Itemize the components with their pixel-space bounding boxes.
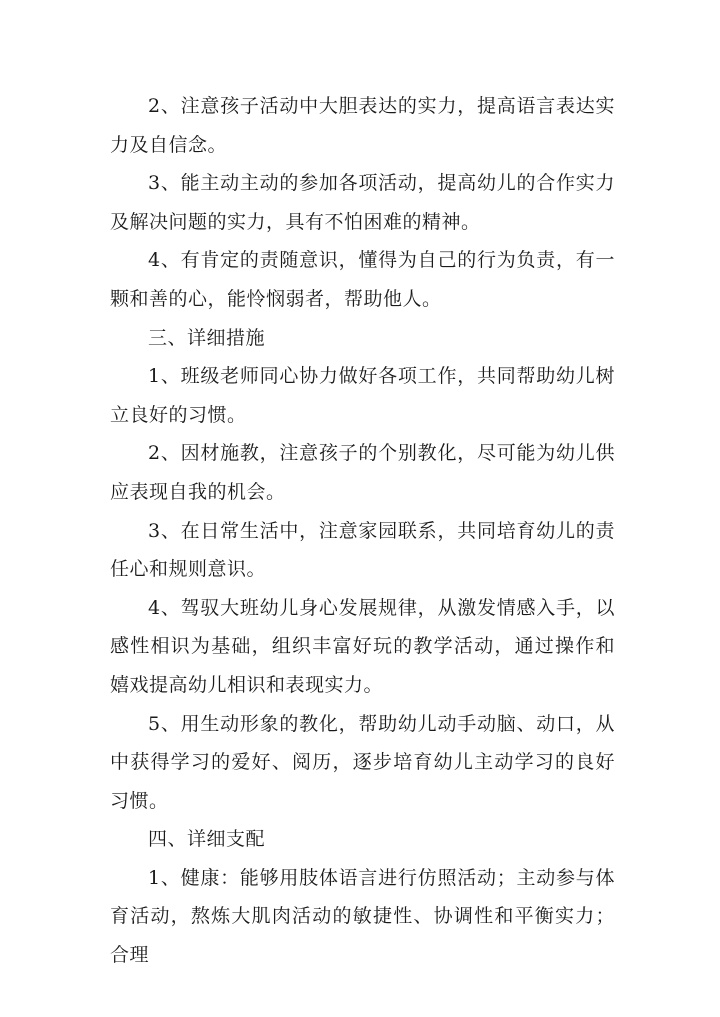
paragraph-arrangement-1: 1、健康：能够用肢体语言进行仿照活动；主动参与体育活动，熬炼大肌肉活动的敏捷性、协调性和平衡实力；合理 <box>110 866 615 967</box>
paragraph-goal-2: 2、注意孩子活动中大胆表达的实力，提高语言表达实力及自信念。 <box>110 95 615 156</box>
paragraph-goal-4: 4、有肯定的责随意识，懂得为自己的行为负责，有一颗和善的心，能怜悯弱者，帮助他人。 <box>110 249 615 310</box>
section-heading-arrangement: 四、详细支配 <box>148 828 266 851</box>
paragraph-goal-3: 3、能主动主动的参加各项活动，提高幼儿的合作实力及解决问题的实力，具有不怕困难的精神。 <box>110 172 615 233</box>
section-heading-measures: 三、详细措施 <box>148 326 266 349</box>
paragraph-measure-1: 1、班级老师同心协力做好各项工作，共同帮助幼儿树立良好的习惯。 <box>110 365 615 426</box>
paragraph-measure-3: 3、在日常生活中，注意家园联系，共同培育幼儿的责任心和规则意识。 <box>110 519 615 581</box>
document-body <box>110 87 615 975</box>
paragraph-measure-4: 4、驾驭大班幼儿身心发展规律，从激发情感入手，以感性相识为基础，组织丰富好玩的教学活动，通过操作和嬉戏提高幼儿相识和表现实力。 <box>110 596 615 696</box>
paragraph-measure-5: 5、用生动形象的教化，帮助幼儿动手动脑、动口，从中获得学习的爱好、阅历，逐步培育幼儿主动学习的良好习惯。 <box>110 712 615 812</box>
paragraph-measure-2: 2、因材施教，注意孩子的个别教化，尽可能为幼儿供应表现自我的机会。 <box>110 442 615 503</box>
